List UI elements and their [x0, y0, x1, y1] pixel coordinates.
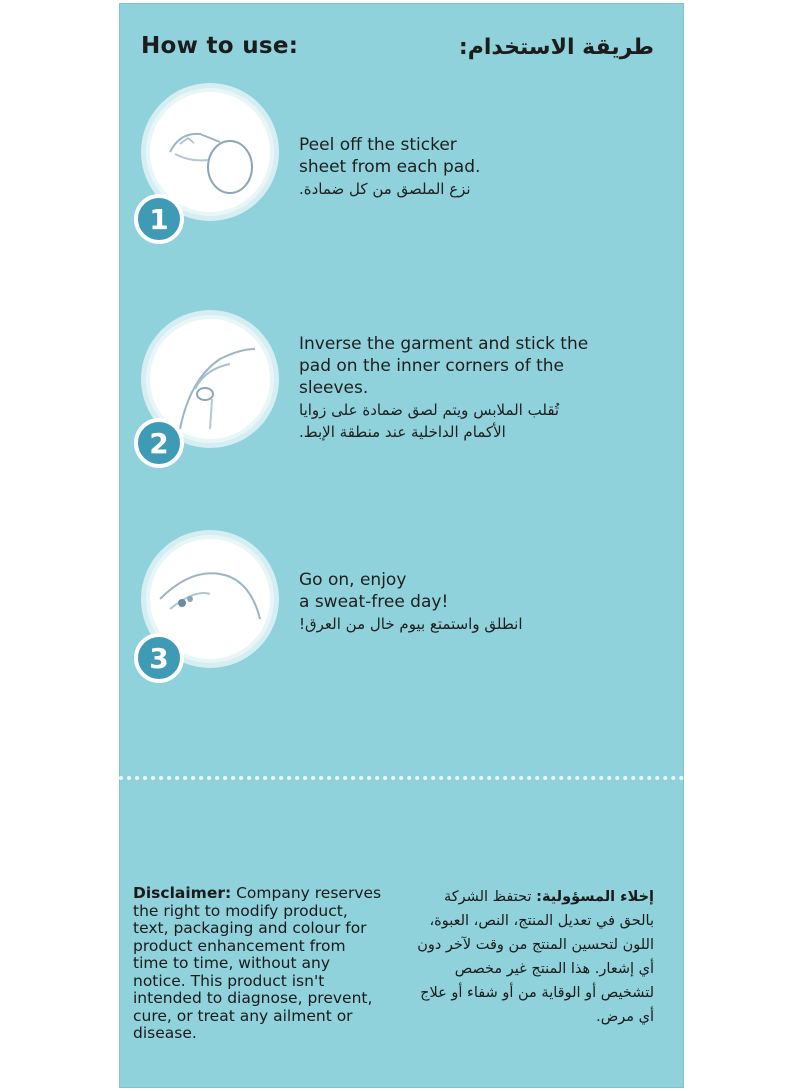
peel-sticker-icon [150, 92, 270, 212]
step-2-en-line2: pad on the inner corners of the [299, 356, 565, 376]
disclaimer-en-text: Company reserves the right to modify product, text, packaging and colour for product enhancement from time to time, without any notice. This product isn't intended to diagnose, prevent, cure, or treat any ailment or disease. [133, 884, 382, 1042]
step-2-en-line3: sleeves. [299, 378, 369, 398]
step-1-en-line1: Peel off the sticker [299, 135, 457, 155]
step-3 [134, 533, 664, 693]
perforation-divider [119, 776, 684, 780]
step-2-en-line1: Inverse the garment and stick the [299, 334, 589, 354]
step-1-illustration [134, 86, 284, 236]
step-2-ar-line1: تُقلب الملابس ويتم لصق ضمادة على زوايا [299, 401, 560, 419]
step-3-illustration [134, 533, 284, 683]
step-3-en-line1: Go on, enjoy [299, 570, 407, 590]
step-number-badge: 3 [134, 633, 184, 683]
step-3-text [299, 569, 649, 635]
step-2-illustration [134, 313, 284, 463]
step-number-badge: 1 [134, 194, 184, 244]
step-1-text [299, 134, 649, 200]
disclaimer-ar-label: إخلاء المسؤولية: [536, 889, 654, 905]
title-arabic: طريقة الاستخدام: [458, 35, 654, 60]
step-1 [134, 86, 664, 246]
step-number-badge: 2 [134, 418, 184, 468]
disclaimer-ar-text: تحتفظ الشركة بالحق في تعديل المنتج، النص، العبوة، اللون لتحسين المنتج من وقت لآخر دون أي إشعار. هذا المنتج غير مخصص لتشخيص أو الوقاية من أو شفاء أو علاج أي مرض. [417, 889, 654, 1025]
disclaimer-arabic [409, 885, 654, 1029]
step-1-en-line2: sheet from each pad. [299, 157, 481, 177]
step-3-ar: انطلق واستمتع بيوم خال من العرق! [299, 615, 523, 633]
disclaimer-en-label: Disclaimer: [133, 884, 232, 902]
disclaimer-english [133, 885, 383, 1043]
step-2 [134, 313, 664, 473]
title-english: How to use: [141, 33, 299, 59]
step-2-ar-line2: الأكمام الداخلية عند منطقة الإبط. [299, 423, 506, 441]
instruction-panel [119, 3, 684, 1088]
step-1-ar: نزع الملصق من كل ضمادة. [299, 180, 471, 198]
step-3-en-line2: a sweat-free day! [299, 592, 449, 612]
step-2-text [299, 333, 659, 443]
